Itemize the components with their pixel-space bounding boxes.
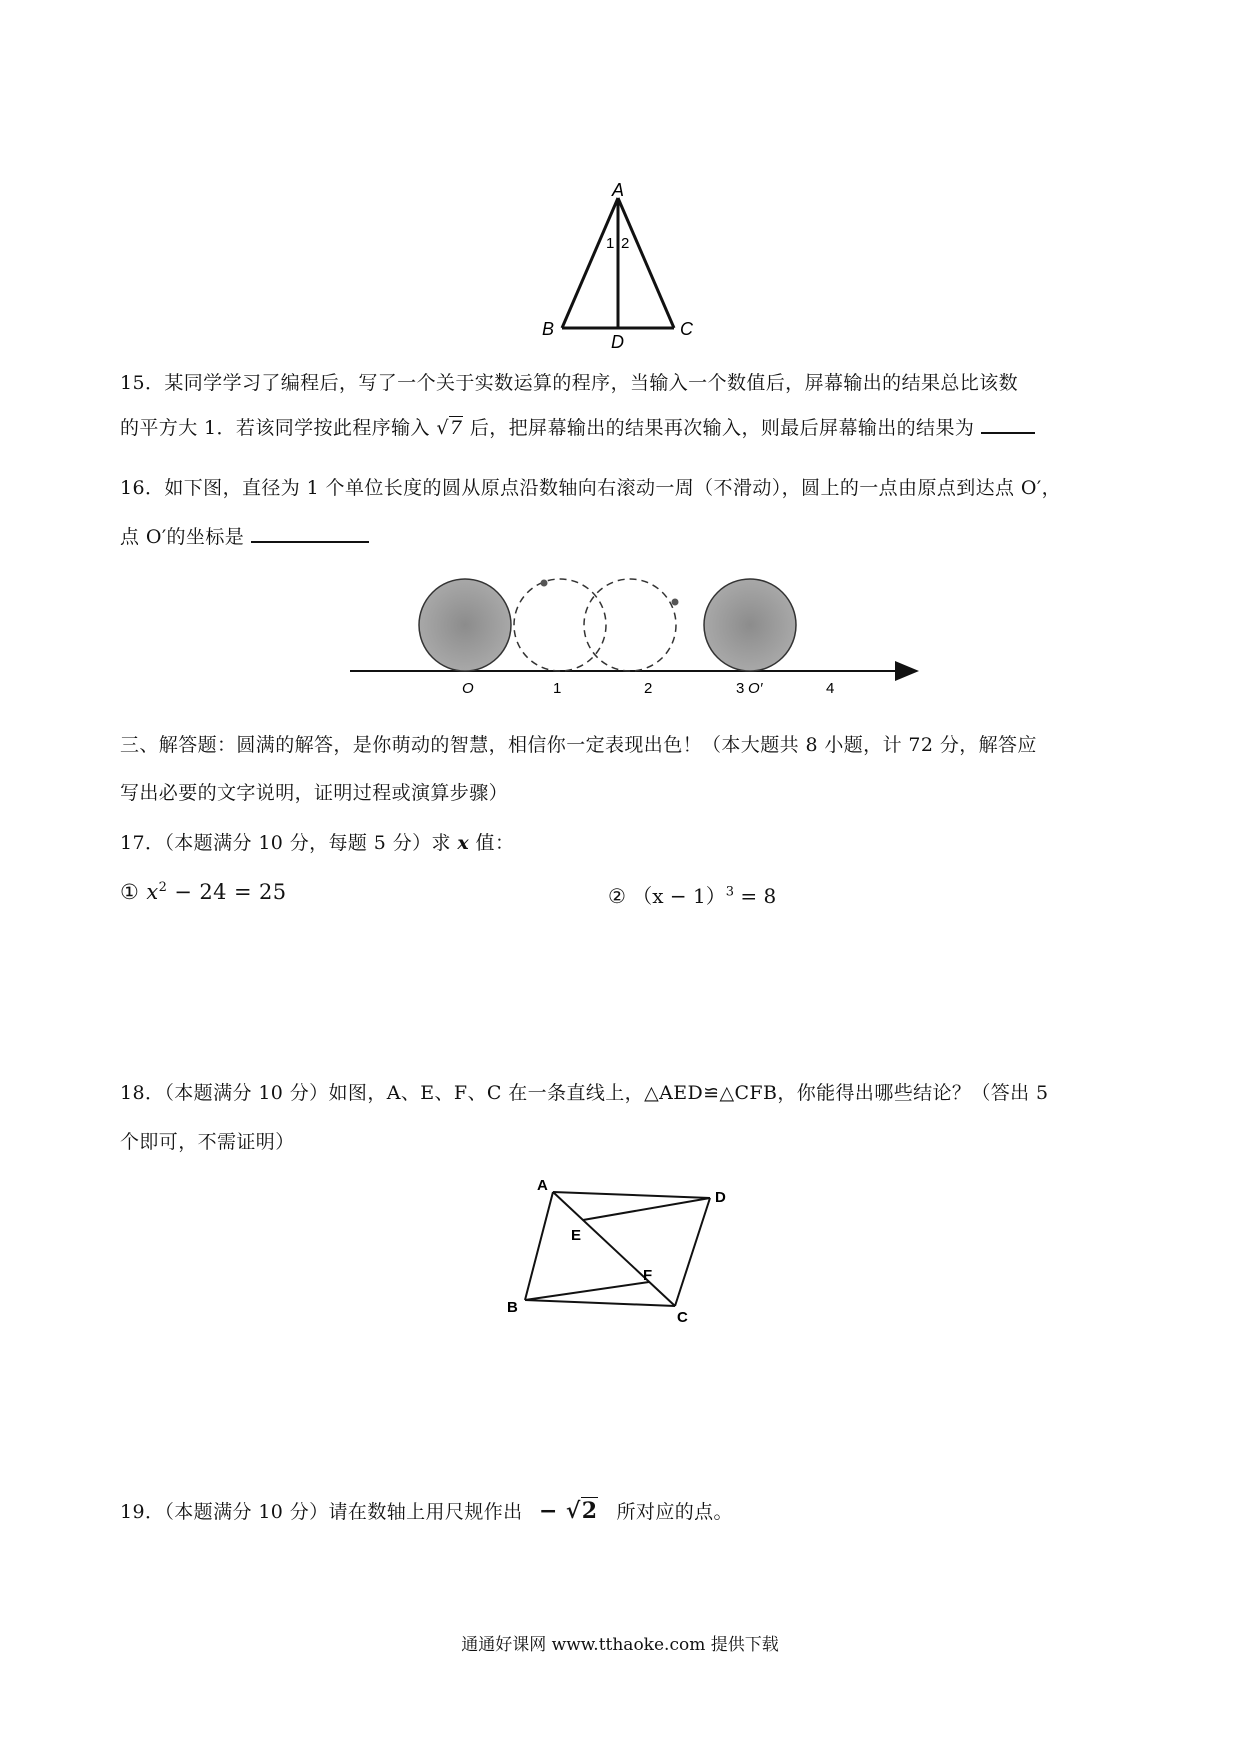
q16-answer-blank — [251, 522, 369, 543]
parallelogram-figure — [495, 1180, 755, 1330]
q19-expr-minus: − — [539, 1498, 558, 1524]
q17-eq1-rest: − 24 = 25 — [167, 880, 287, 904]
angle-label-2: 2 — [621, 235, 630, 252]
tick-label-1: 1 — [553, 680, 562, 697]
q17-eq2-marker: ② — [608, 884, 626, 908]
q15-line1: 15．某同学学习了编程后，写了一个关于实数运算的程序，当输入一个数值后，屏幕输出的结果总比该数 — [120, 372, 1018, 394]
page-footer: 通通好课网 www.tthaoke.com 提供下载 — [461, 1635, 779, 1655]
q15-line2 — [120, 413, 1035, 440]
vertex-label-a: A — [537, 1180, 548, 1194]
circle-start — [419, 579, 511, 671]
q17-title — [120, 828, 514, 855]
point-marker-2 — [672, 599, 679, 606]
q18-line2: 个即可，不需证明） — [120, 1131, 295, 1153]
tick-label-2: 2 — [644, 680, 653, 697]
q17-title-pre: 17．（本题满分 10 分，每题 5 分）求 — [120, 832, 451, 854]
triangle-figure — [530, 180, 720, 350]
section3-line2: 写出必要的文字说明，证明过程或演算步骤） — [120, 782, 509, 804]
tick-label-3: 3 — [736, 680, 745, 697]
sqrt-2: √2 — [565, 1498, 598, 1524]
vertex-label-b: B — [507, 1299, 518, 1316]
sqrt-7: √7 — [436, 417, 463, 439]
point-marker-1 — [541, 580, 548, 587]
q17-eq2 — [608, 880, 776, 909]
q17-title-var: x — [457, 832, 470, 854]
q19-line — [120, 1497, 733, 1524]
q17-eq1 — [120, 880, 287, 904]
vertex-label-f: F — [643, 1267, 653, 1284]
q19-expr — [539, 1498, 607, 1524]
q15-line2-post: 后，把屏幕输出的结果再次输入，则最后屏幕输出的结果为 — [469, 417, 975, 439]
vertex-label-c: C — [680, 319, 693, 339]
vertex-label-e: E — [571, 1227, 582, 1244]
q17-eq1-var: x — [146, 880, 159, 904]
q16-line1: 16．如下图，直径为 1 个单位长度的圆从原点沿数轴向右滚动一周（不滑动），圆上的一点由原点到达点 O′， — [120, 477, 1061, 499]
circle-end — [704, 579, 796, 671]
tick-label-4: 4 — [826, 680, 835, 697]
q17-eq2-body: （x − 1） — [632, 884, 726, 908]
circle-dashed-2 — [584, 579, 676, 671]
q19-text-post: 所对应的点。 — [616, 1501, 733, 1523]
section3-line1: 三、解答题：圆满的解答，是你萌动的智慧，相信你一定表现出色！（本大题共 8 小题，计 72 分，解答应 — [120, 734, 1037, 756]
number-line-figure — [350, 575, 930, 705]
vertex-label-b: B — [542, 319, 555, 339]
q15-answer-blank — [981, 413, 1035, 434]
vertex-label-a: A — [612, 180, 625, 200]
tick-label-o: O — [462, 680, 474, 697]
sqrt-7-radicand: 7 — [449, 417, 463, 439]
q17-eq2-exp: 3 — [725, 884, 735, 900]
sqrt-2-radicand: 2 — [581, 1498, 598, 1524]
angle-label-1: 1 — [606, 235, 615, 252]
tick-label-o-prime: O′ — [748, 680, 763, 697]
vertex-label-c: C — [677, 1309, 688, 1326]
circle-dashed-1 — [514, 579, 606, 671]
vertex-label-d: D — [715, 1189, 726, 1206]
q17-eq2-rest: = 8 — [734, 884, 777, 908]
vertex-label-d: D — [611, 332, 624, 350]
q19-text-pre: 19．（本题满分 10 分）请在数轴上用尺规作出 — [120, 1501, 523, 1523]
q18-line1: 18．（本题满分 10 分）如图，A、E、F、C 在一条直线上，△AED≌△CFB，你能得出哪些结论？（答出 5 — [120, 1082, 1049, 1104]
q17-eq1-marker: ① — [120, 880, 140, 904]
q15-line2-pre: 的平方大 1．若该同学按此程序输入 — [120, 417, 430, 439]
q17-eq1-exp: 2 — [158, 880, 168, 895]
q16-line2 — [120, 522, 369, 549]
q17-title-post: 值： — [475, 832, 515, 854]
q16-line2-text: 点 O′的坐标是 — [120, 526, 245, 548]
